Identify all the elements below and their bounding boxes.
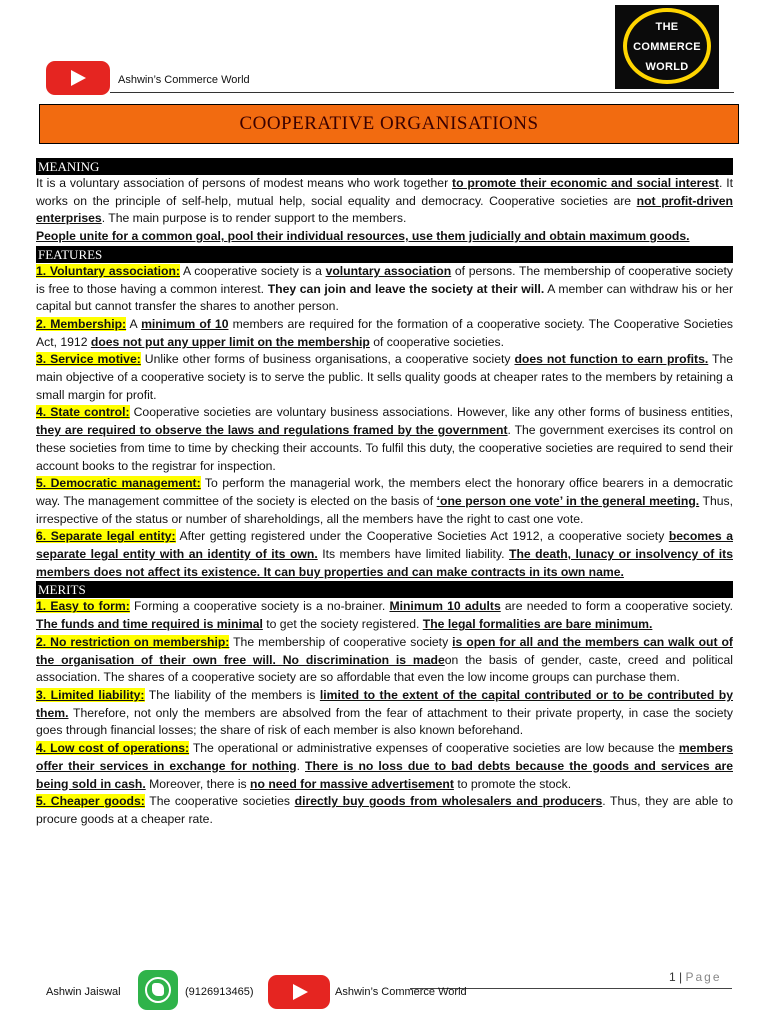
emphasis: does not put any upper limit on the membership [90, 334, 370, 349]
emphasis: The death, lunacy or insolvency of its members does not affect its existence. It can buy properties and can make contracts in its own name. [36, 547, 733, 579]
text: A cooperative society is a [180, 263, 326, 278]
emphasis: Minimum 10 adults [389, 599, 501, 614]
phone-handset-icon [152, 983, 164, 996]
footer-phone: (9126913465) [185, 986, 254, 998]
page-number [669, 970, 722, 984]
emphasis: ‘one person one vote’ in the general meeting. [436, 493, 700, 508]
text: After getting registered under the Cooperative Societies Act 1912, a cooperative society [175, 529, 669, 544]
emphasis: they are required to observe the laws and regulations framed by the government [36, 423, 508, 438]
text: . The government exercises its control on these societies from time to time by checking their accounts. To fulfil this duty, the cooperative societies are required to send their account books to the registrar for inspection. [36, 423, 733, 473]
merit-heading: 1. Easy to form: [36, 599, 130, 614]
meaning-summary [36, 228, 733, 246]
text: . [296, 758, 305, 773]
text: . The main purpose is to render support to the members. [101, 211, 407, 226]
text: Forming a cooperative society is a no-brainer. [129, 599, 390, 614]
text: The operational or administrative expenses of cooperative societies are low because the [189, 741, 679, 756]
emphasis: no need for massive advertisement [250, 776, 454, 791]
text: The liability of the members is [144, 687, 320, 702]
emphasis: The funds and time required is minimal [36, 617, 263, 632]
emphasis: does not function to earn profits. [514, 352, 709, 367]
text: to get the society registered. [262, 617, 423, 632]
text: Moreover, there is [145, 776, 251, 791]
emphasis: not profit-driven enterprises [36, 193, 733, 226]
merit-item [36, 687, 733, 740]
feature-item [36, 316, 733, 351]
emphasis: There is no loss due to bad debts because the goods and services are being sold in cash. [36, 758, 733, 791]
text: Therefore, not only the members are absolved from the fear of attachment to their private property, in case the society goes through financial losses; the share of risk of each member is also known beforehand. [36, 705, 733, 738]
merit-item [36, 740, 733, 793]
text: . It works on the principle of self-help, mutual help, social equality and democracy. Cooperative societies are [36, 176, 734, 208]
text: A member can withdraw his or her capital but cannot transfer the shares to another person. [36, 281, 734, 314]
commerce-world-logo [615, 5, 719, 89]
feature-heading: 3. Service motive: [36, 352, 141, 367]
merit-heading: 4. Low cost of operations: [36, 741, 190, 756]
document-body [36, 158, 733, 829]
merit-heading: 2. No restriction on membership: [36, 634, 230, 649]
logo-text [615, 17, 719, 77]
text: of persons. The membership of cooperative society is free to those having a common interest. [36, 263, 733, 296]
emphasis: minimum of 10 [141, 316, 229, 331]
emphasis: to promote their economic and social interest [452, 176, 719, 190]
text: members are required for the formation of a cooperative society. The Cooperative Societies Act, 1912 [36, 316, 733, 349]
text: Its members have limited liability. [317, 547, 509, 562]
merit-heading: 5. Cheaper goods: [36, 794, 145, 809]
feature-item [36, 528, 733, 581]
text: on the basis of gender, caste, creed and political association. The shares of a cooperative society are so affordable that even the low income groups can purchase them. [36, 652, 733, 685]
text: The main objective of a cooperative society is to serve the public. It sells quality goods at cheaper rates to the members by retaining a small margin for profit. [36, 352, 734, 402]
text: . Thus, they are able to procure goods at a cheaper rate. [36, 794, 733, 826]
section-header-merits: MERITS [36, 581, 733, 598]
footer-author: Ashwin Jaiswal [46, 986, 121, 998]
feature-heading: 5. Democratic management: [36, 476, 201, 491]
merit-item [36, 598, 733, 633]
merit-heading: 3. Limited liability: [36, 687, 145, 702]
feature-heading: 1. Voluntary association: [36, 263, 180, 278]
logo-line-1: THE [655, 21, 679, 33]
emphasis: becomes a separate legal entity with an identity of its own. [36, 529, 733, 562]
whatsapp-icon [138, 970, 178, 1010]
page-separator: | [675, 970, 686, 984]
text: Unlike other forms of business organisations, a cooperative society [140, 352, 515, 367]
youtube-icon [46, 61, 110, 95]
emphasis: People unite for a common goal, pool their individual resources, use them judicially and obtain maximum goods. [36, 229, 690, 244]
page-label: Page [685, 970, 722, 984]
emphasis: directly buy goods from wholesalers and producers [294, 794, 603, 809]
feature-heading: 6. Separate legal entity: [36, 529, 176, 544]
text: It is a voluntary association of persons of modest means who work together [36, 176, 453, 190]
text: to promote the stock. [453, 776, 572, 791]
page-number-value: 1 [669, 970, 676, 984]
feature-item [36, 351, 733, 404]
logo-line-2: COMMERCE [633, 41, 701, 53]
text: The cooperative societies [144, 794, 295, 809]
text: A [126, 316, 142, 331]
feature-item [36, 475, 733, 528]
emphasis: members offer their services in exchange for nothing [36, 741, 734, 773]
text: The membership of cooperative society [229, 634, 453, 649]
feature-heading: 2. Membership: [36, 316, 127, 331]
footer-channel-name: Ashwin’s Commerce World [335, 986, 467, 998]
youtube-icon [268, 975, 330, 1009]
header-divider [110, 92, 734, 93]
emphasis: is open for all and the members can walk out of the organisation of their own free will. No discrimination is made [36, 634, 733, 667]
text: are needed to form a cooperative society. [500, 599, 733, 614]
header-channel-name: Ashwin’s Commerce World [118, 74, 250, 86]
emphasis: The legal formalities are bare minimum. [422, 617, 653, 632]
emphasis: voluntary association [325, 263, 452, 278]
text: of cooperative societies. [369, 334, 505, 349]
feature-item [36, 263, 733, 316]
feature-item [36, 404, 733, 475]
emphasis: They can join and leave the society at their will. [267, 281, 545, 296]
text: To perform the managerial work, the members elect the honorary office bearers in a democratic way. The management committee of the society is elected on the basis of [36, 476, 733, 508]
page-title: COOPERATIVE ORGANISATIONS [39, 104, 739, 144]
section-header-features: FEATURES [36, 246, 733, 263]
text: Thus, irrespective of the status or number of shareholdings, all the members have the right to cast one vote. [36, 493, 733, 526]
section-header-meaning: MEANING [36, 158, 733, 175]
logo-line-3: WORLD [645, 61, 689, 73]
text: Cooperative societies are voluntary business associations. However, like any other forms of business entities, [129, 405, 733, 420]
meaning-paragraph [36, 175, 733, 228]
merit-item [36, 793, 733, 828]
feature-heading: 4. State control: [36, 405, 130, 420]
emphasis: limited to the extent of the capital contributed or to be contributed by them. [36, 687, 734, 720]
merit-item [36, 634, 733, 687]
